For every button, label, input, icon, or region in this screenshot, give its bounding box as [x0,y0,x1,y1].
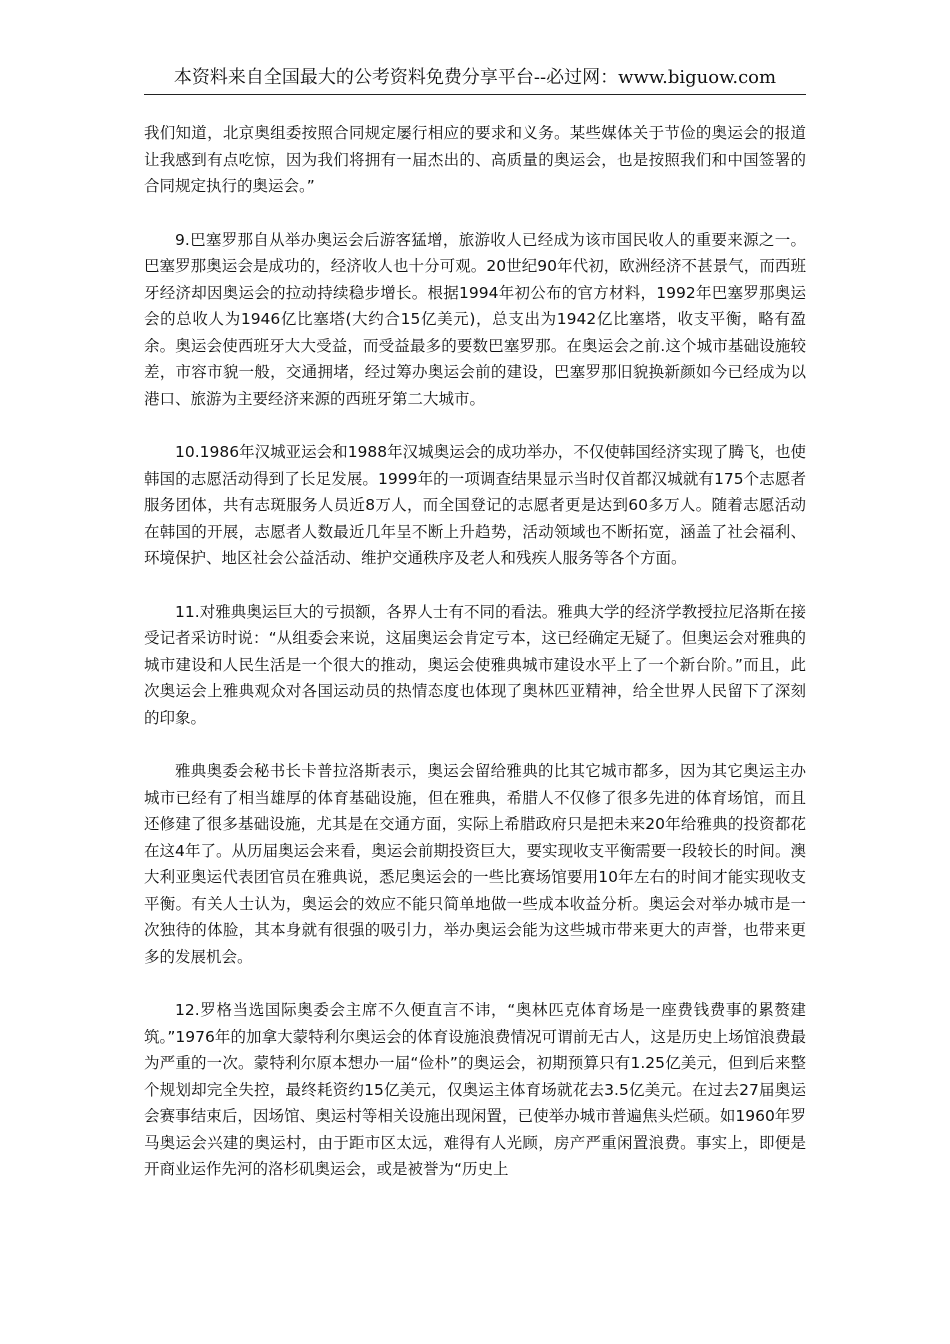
document-body [144,120,806,1210]
paragraph-9-barcelona: 9.巴塞罗那自从举办奥运会后游客猛增，旅游收人已经成为该市国民收人的重要来源之一。巴塞罗那奥运会是成功的，经济收人也十分可观。20世纪90年代初，欧洲经济不甚景气，而西班牙经济却因奥运会的拉动持续稳步增长。根据1994年初公布的官方材料，1992年巴塞罗那奥运会的总收人为1946亿比塞塔(大约合15亿美元)，总支出为1942亿比塞塔，收支平衡，略有盈余。奥运会使西班牙大大受益，而受益最多的要数巴塞罗那。在奥运会之前.这个城市基础设施较差，市容市貌一般，交通拥堵，经过筹办奥运会前的建设，巴塞罗那旧貌换新颜如今已经成为以港口、旅游为主要经济来源的西班牙第二大城市。 [144,230,806,408]
paragraph-continuation: 我们知道，北京奥组委按照合同规定屡行相应的要求和义务。某些媒体关于节俭的奥运会的报道让我感到有点吃惊，因为我们将拥有一届杰出的、高质量的奥运会，也是按照我们和中国签署的合同规定执行的奥运会。” [144,124,806,195]
page-header-source: 本资料来自全国最大的公考资料免费分享平台--必过网：www.biguow.com [173,67,777,88]
paragraph-10-seoul: 10.1986年汉城亚运会和1988年汉城奥运会的成功举办，不仅使韩国经济实现了腾飞，也使韩国的志愿活动得到了长足发展。1999年的一项调查结果显示当时仅首都汉城就有175个志愿者服务团体，共有志斑服务人员近8万人，而全国登记的志愿者更是达到60多万人。随着志愿活动在韩国的开展，志愿者人数最近几年呈不断上升趋势，活动领域也不断拓宽，涵盖了社会福利、环境保护、地区社会公益活动、维护交通秩序及老人和残疾人服务等各个方面。 [144,443,806,567]
paragraph-11-athens: 11.对雅典奥运巨大的亏损额，各界人士有不同的看法。雅典大学的经济学教授拉尼洛斯在接受记者采访时说：“从组委会来说，这届奥运会肯定亏本，这已经确定无疑了。但奥运会对雅典的城市建设和人民生活是一个很大的推动，奥运会使雅典城市建设水平上了一个新台阶。”而且，此次奥运会上雅典观众对各国运动员的热情态度也体现了奥林匹亚精神，给全世界人民留下了深刻的印象。 [144,602,806,727]
paragraph-athens-secretary: 雅典奥委会秘书长卡普拉洛斯表示，奥运会留给雅典的比其它城市都多，因为其它奥运主办城市已经有了相当雄厚的体育基础设施，但在雅典，希腊人不仅修了很多先进的体育场馆，而且还修建了很多基础设施，尤其是在交通方面，实际上希腊政府只是把未来20年给雅典的投资都花在这4年了。从历届奥运会来看，奥运会前期投资巨大，要实现收支平衡需要一段较长的时间。澳大利亚奥运代表团官员在雅典说，悉尼奥运会的一些比赛场馆要用10年左右的时间才能实现收支平衡。有关人士认为，奥运会的效应不能只简单地做一些成本收益分析。奥运会对举办城市是一次独待的体脸，其本身就有很强的吸引力，举办奥运会能为这些城市带来更大的声誉，也带来更多的发展机会。 [144,762,806,966]
paragraph-12-rogge: 12.罗格当选国际奥委会主席不久便直言不讳，“奥林匹克体育场是一座费钱费事的累赘建筑。”1976年的加拿大蒙特利尔奥运会的体育设施浪费情况可谓前无古人，这是历史上场馆浪费最为严重的一次。蒙特利尔原本想办一届“俭朴”的奥运会，初期预算只有1.25亿美元，但到后来整个规划却完全失控，最终耗资约15亿美元，仅奥运主体育场就花去3.5亿美元。在过去27届奥运会赛事结束后，因场馆、奥运村等相关设施出现闲置，已使举办城市普遍焦头烂硕。如1960年罗马奥运会兴建的奥运村，由于距市区太远，难得有人光顾，房产严重闲置浪费。事实上，即便是开商业运作先河的洛杉矶奥运会，或是被誉为“历史上 [144,1001,806,1178]
header-divider [144,94,806,95]
